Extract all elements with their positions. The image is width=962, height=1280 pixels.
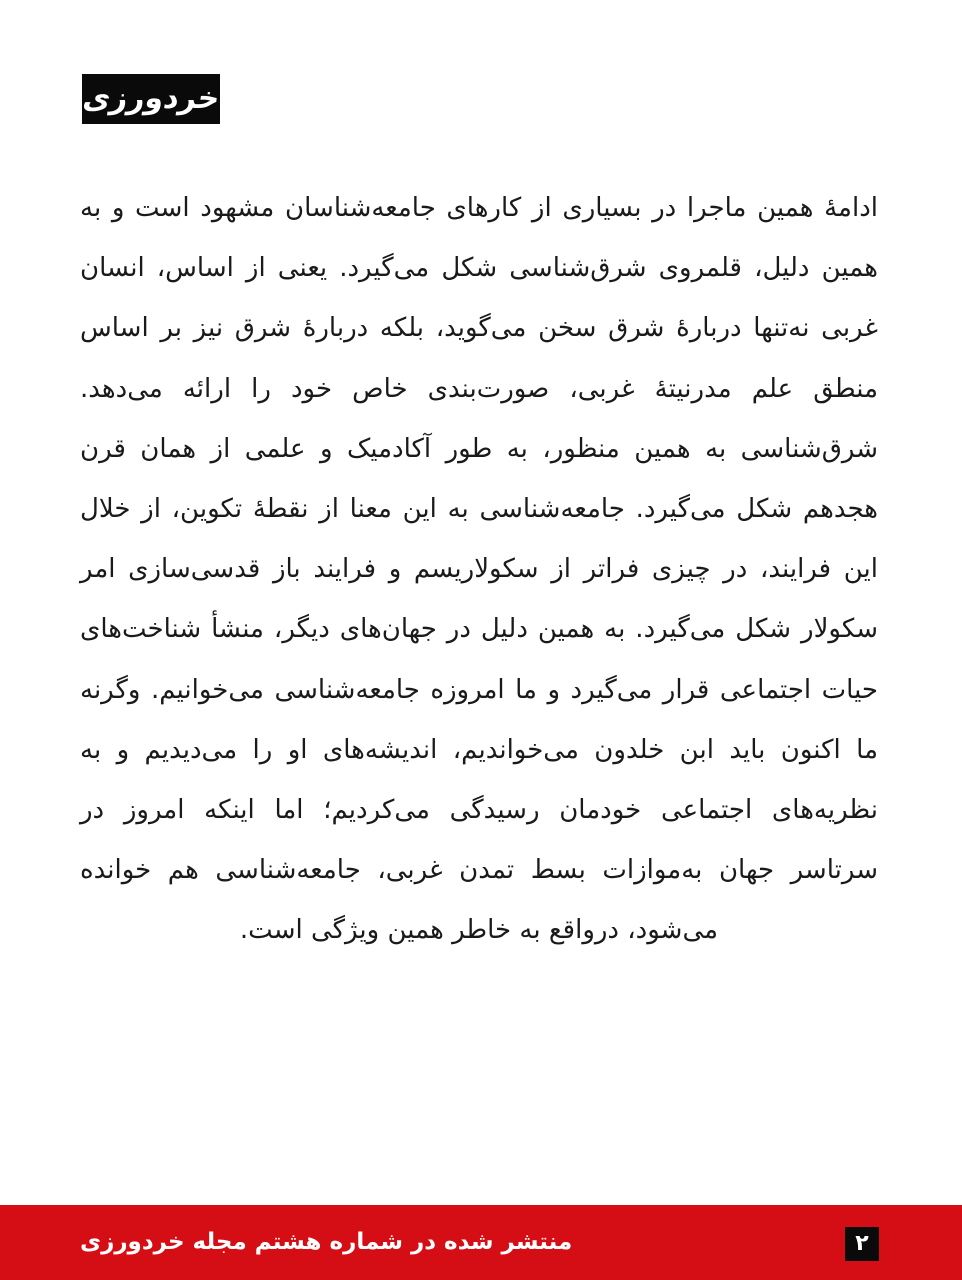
footer-bar: [0, 1205, 962, 1280]
page-number-badge: [845, 1227, 879, 1261]
page-number: ۲: [855, 1231, 869, 1256]
magazine-logo: [82, 74, 220, 124]
article-body: ادامهٔ همین ماجرا در بسیاری از کارهای جامعه‌شناسان مشهود است و به همین دلیل، قلمروی شرق‌شناسی شکل می‌گیرد. یعنی از اساس، انسان غربی نه‌تنها دربارهٔ شرق سخن می‌گوید، بلکه دربارهٔ شرق نیز بر اساس منطق علم مدرنیتهٔ غربی، صورت‌بندی خاص خود را ارائه می‌دهد. شرق‌شناسی به همین منظور، به طور آکادمیک و علمی از همان قرن هجدهم شکل می‌گیرد. جامعه‌شناسی به این معنا از نقطهٔ تکوین، از خلال این فرایند، در چیزی فراتر از سکولاریسم و فرایند باز قدسی‌سازی امر سکولار شکل می‌گیرد. به همین دلیل در جهان‌های دیگر، منشأ شناخت‌های حیات اجتماعی قرار می‌گیرد و ما امروزه جامعه‌شناسی می‌خوانیم. وگرنه ما اکنون باید ابن خلدون می‌خواندیم، اندیشه‌های او را می‌دیدیم و به نظریه‌های اجتماعی خودمان رسیدگی می‌کردیم؛ اما اینکه امروز در سرتاسر جهان به‌موازات بسط تمدن غربی، جامعه‌شناسی هم خوانده می‌شود، درواقع به خاطر همین ویژگی است.: [80, 193, 878, 946]
publication-caption: منتشر شده در شماره هشتم مجله خردورزی: [80, 1229, 573, 1255]
logo-text: خردورزی: [80, 81, 222, 116]
